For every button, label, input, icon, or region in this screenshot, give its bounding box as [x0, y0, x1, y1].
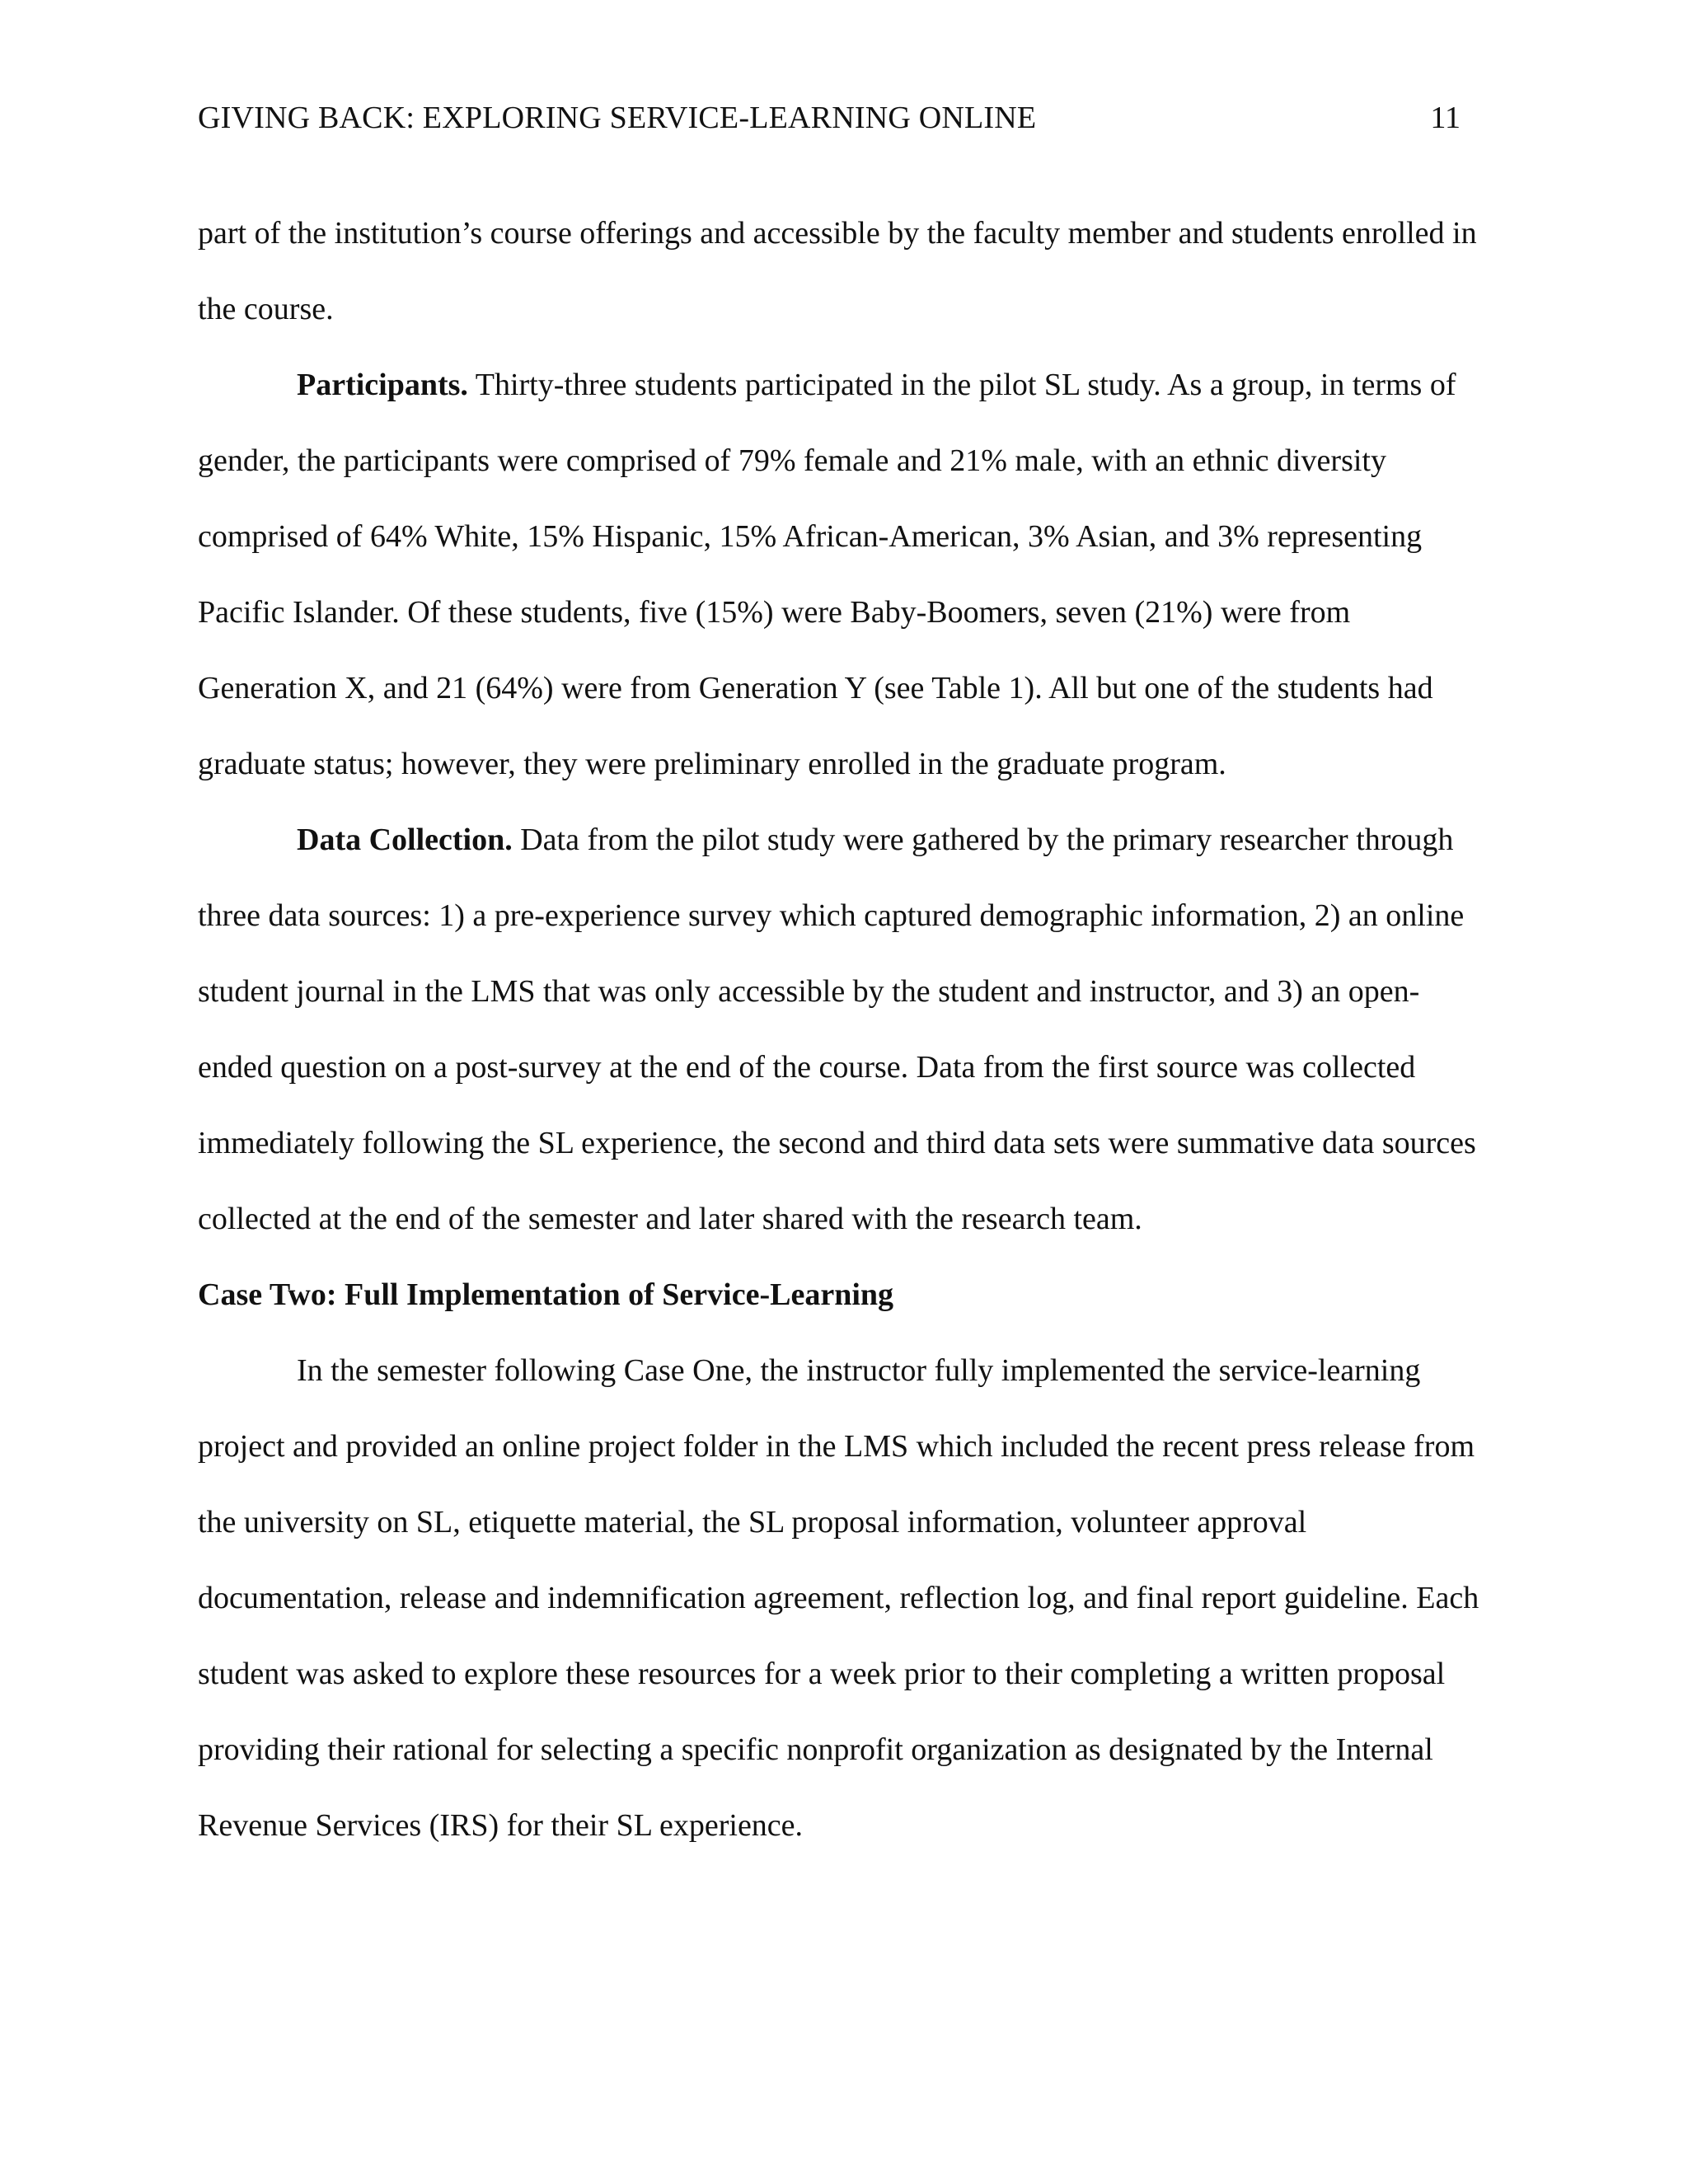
running-head: [198, 97, 1461, 138]
participants-heading: Participants.: [297, 368, 468, 402]
data-collection-paragraph: [198, 802, 1480, 1257]
participants-paragraph: [198, 347, 1480, 802]
case-two-paragraph: In the semester following Case One, the instructor fully implemented the service-learning project and provided an online project folder in the LMS which included the recent press release from the university on SL, etiquette material, the SL proposal information, volunteer approval documentation, release and indemnification agreement, reflection log, and final report guideline. Each student was asked to explore these resources for a week prior to their completing a written proposal providing their rational for selecting a specific nonprofit organization as designated by the Internal Revenue Services (IRS) for their SL experience.: [198, 1353, 1479, 1843]
running-title: GIVING BACK: EXPLORING SERVICE-LEARNING ONLINE: [198, 101, 1037, 135]
page-number: 11: [1430, 101, 1461, 135]
participants-text: Thirty-three students participated in the pilot SL study. As a group, in terms of gender, the participants were comprised of 79% female and 21% male, with an ethnic diversity comprised of 64% White, 15% Hispanic, 15% African-American, 3% Asian, and 3% representing Pacific Islander. Of these students, five (15%) were Baby-Boomers, seven (21%) were from Generation X, and 21 (64%) were from Generation Y (see Table 1). All but one of the students had graduate status; however, they were preliminary enrolled in the graduate program.: [198, 368, 1456, 781]
case-two-heading: Case Two: Full Implementation of Service-Learning: [198, 1277, 894, 1312]
document-body: [198, 195, 1480, 1863]
data-collection-text: Data from the pilot study were gathered by the primary researcher through three data sources: 1) a pre-experience survey which captured demographic information, 2) an online student journal in the LMS that was only accessible by the student and instructor, and 3) an open-ended question on a post-survey at the end of the course. Data from the first source was collected immediately following the SL experience, the second and third data sets were summative data sources collected at the end of the semester and later shared with the research team.: [198, 823, 1476, 1236]
continued-paragraph: part of the institution’s course offerings and accessible by the faculty member and students enrolled in the course.: [198, 216, 1477, 326]
data-collection-heading: Data Collection.: [297, 823, 513, 857]
